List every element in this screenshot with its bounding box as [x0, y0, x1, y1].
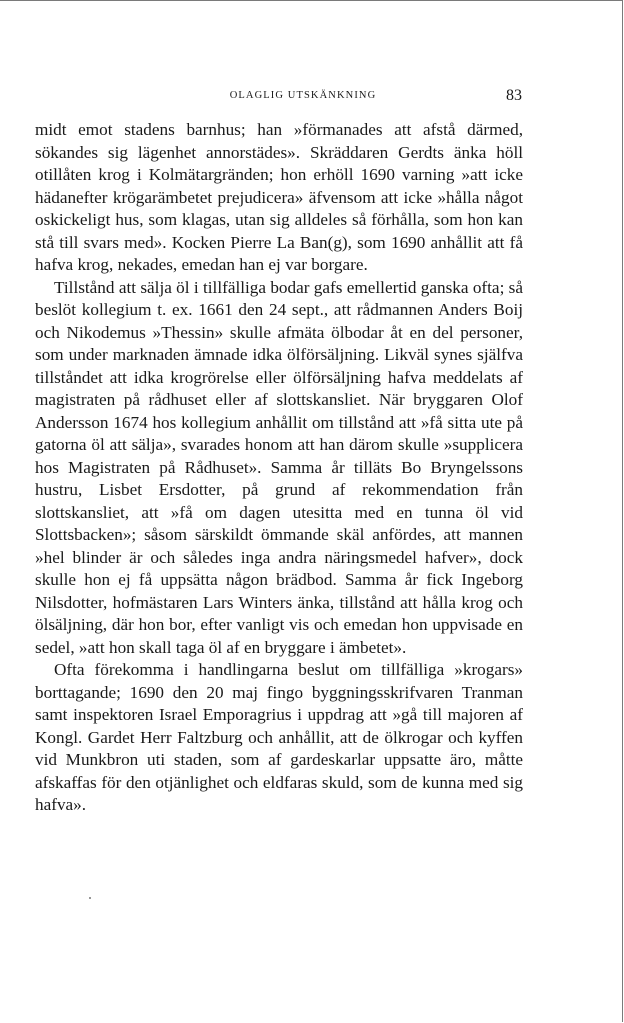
paragraph-3: Ofta förekomma i handlingarna beslut om tillfälliga »krogars» borttagande; 1690 den 20 maj fingo byggningsskrifvaren Tranman samt inspektoren Israel Emporagrius i uppdrag att »gå till majoren af Kongl. Gardet Herr Faltzburg och anhållit, att de ölkrogar och kyffen vid Munkbron uti staden, som af gardeskarlar uppsatte äro, måtte afskaffas för den otjänlighet och eldfaras skuld, som de kunna med sig hafva». [35, 660, 523, 814]
paragraph-1: midt emot stadens barnhus; han »förmanades att afstå därmed, sökandes sig lägenhet annorstädes». Skräddaren Gerdts änka höll otillåten krog i Kolmätargränden; hon erhöll 1690 varning »att icke hädanefter krögarämbetet prejudicera» äfvensom att icke »hålla något oskickeligt hus, som klagas, utan sig alldeles så förhålla, som hon kan stå till svars med». Kocken Pierre La Ban(g), som 1690 anhållit att få hafva krog, nekades, emedan han ej var borgare. [35, 120, 523, 274]
running-header [0, 86, 624, 106]
running-title: OLAGLIG UTSKÄNKNING [229, 90, 377, 101]
body-text [35, 119, 523, 817]
paragraph-2: Tillstånd att sälja öl i tillfälliga bodar gafs emellertid ganska ofta; så beslöt kollegium t. ex. 1661 den 24 sept., att rådmannen Anders Boij och Nikodemus »Thessin» skulle afmäta ölbodar åt en del personer, som under marknaden ämnade idka ölförsäljning. Likväl synes själfva tillståndet att idka krogrörelse eller ölförsäljning hafva meddelats af magistraten på rådhuset eller af slottskansliet. När bryggaren Olof Andersson 1674 hos kollegium anhållit om tillstånd att »få sitta ute på gatorna öl att sälja», svarades honom att han därom skulle »supplicera hos Magistraten på Rådhuset». Samma år tilläts Bo Bryngelssons hustru, Lisbet Ersdotter, på grund af rekommendation från slottskansliet, att »få om dagen utesitta med en tunna öl vid Slottsbacken»; såsom särskildt ömmande skäl anfördes, att mannen »hel blinder är och således inga andra näringsmedel hafver», dock skulle hon ej få uppsätta någon brädbod. Samma år fick Ingeborg Nilsdotter, hofmästaren Lars Winters änka, tillstånd att hålla krog och ölsäljning, där hon bor, efter vanligt vis och emedan hon uppvisade en sedel, »att hon skall taga öl af en bryggare i ämbetet». [35, 277, 523, 657]
page-number: 83 [506, 87, 522, 104]
scan-speck [89, 897, 91, 899]
